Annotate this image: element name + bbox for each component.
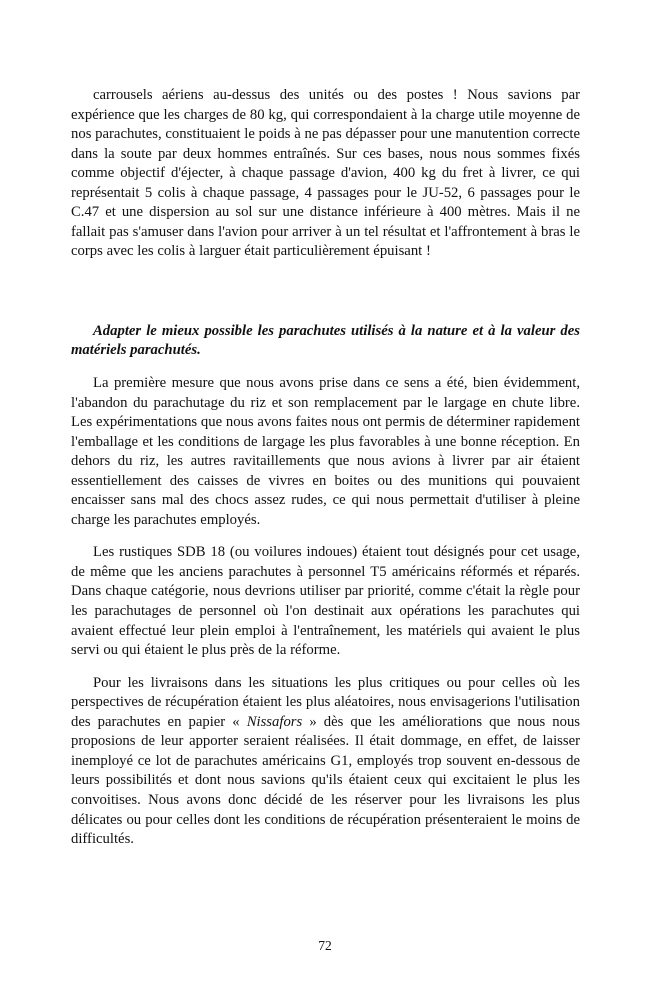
italic-term-nissafors: Nissafors bbox=[246, 713, 303, 730]
heading-spacer bbox=[71, 275, 580, 292]
page-text-column bbox=[71, 86, 580, 863]
page-number-folio: 72 bbox=[318, 938, 332, 953]
paragraph-carrousels: carrousels aériens au-dessus des unités ou des postes ! Nous savions par expérience que les charges de 80 kg, qui correspondaient à la charge utile moyenne de nos parachutes, constituaient le poids à ne pas dépasser pour une manutention correcte dans la soute par deux hommes entraînés. Sur ces bases, nous nous sommes fixés comme objectif d'éjecter, à chaque passage d'avion, 400 kg du fret à livrer, ce qui représentait 5 colis à chaque passage, 4 passages pour le JU-52, 6 passages pour le C.47 et une dispersion au sol sur une distance inférieure à 400 mètres. Mais il ne fallait pas s'amuser dans l'avion pour arriver à un tel résultat et l'affrontement à bras le corps avec les colis à larguer était particulièrement épuisant ! bbox=[71, 87, 580, 260]
paragraph-segment-after: » dès que les améliorations que nous nous proposions de leur apporter seraient réalisées. Il était dommage, en effet, de laisser inemployé ce lot de parachutes américains G1, employés trop souvent en-dessous de leurs possibilités et dont nous savions qu'ils étaient ceux qui excitaient le plus les convoitises. Nous avons donc décidé de les réserver pour les livraisons les plus délicates ou pour celles dont les conditions de récupération présenteraient le moins de difficultés. bbox=[71, 713, 581, 848]
paragraph-premiere-mesure: La première mesure que nous avons prise dans ce sens a été, bien évidemment, l'abandon du parachutage du riz et son remplacement par le largage en chute libre. Les expérimentations que nous avons faites nous ont permis de déterminer rapidement l'emballage et les conditions de largage les plus favorables à une bonne réception. En dehors du riz, les autres ravitaillements que nous avions à livrer par air étaient essentiellement des caisses de vivres en boites ou des munitions qui pouvaient encaisser sans mal des chocs assez rudes, ce qui nous permettait d'utiliser à pleine charge les parachutes employés. bbox=[71, 375, 580, 528]
section-heading-adapter: Adapter le mieux possible les parachutes utilisés à la nature et à la valeur des matériels parachutés. bbox=[71, 322, 580, 359]
paragraph-livraisons-critiques bbox=[71, 674, 580, 850]
paragraph-rustiques-sdb: Les rustiques SDB 18 (ou voilures indoues) étaient tout désignés pour cet usage, de même que les anciens parachutes à personnel T5 américains réformés et réparés. Dans chaque catégorie, nous devrions utiliser par priorité, comme c'était la règle pour les parachutages de personnel où l'on destinait aux opérations les parachutes qui avaient effectué leur plein emploi à l'entraînement, les matériels qui avaient le plus servi ou qui étaient le plus près de la réforme. bbox=[71, 544, 580, 659]
paragraph-segment-before: Pour les livraisons dans les situations les plus critiques ou pour celles où les perspectives de récupération étaient les plus aléatoires, nous envisagerions l'utilisation des parachutes en papier « bbox=[71, 674, 580, 730]
